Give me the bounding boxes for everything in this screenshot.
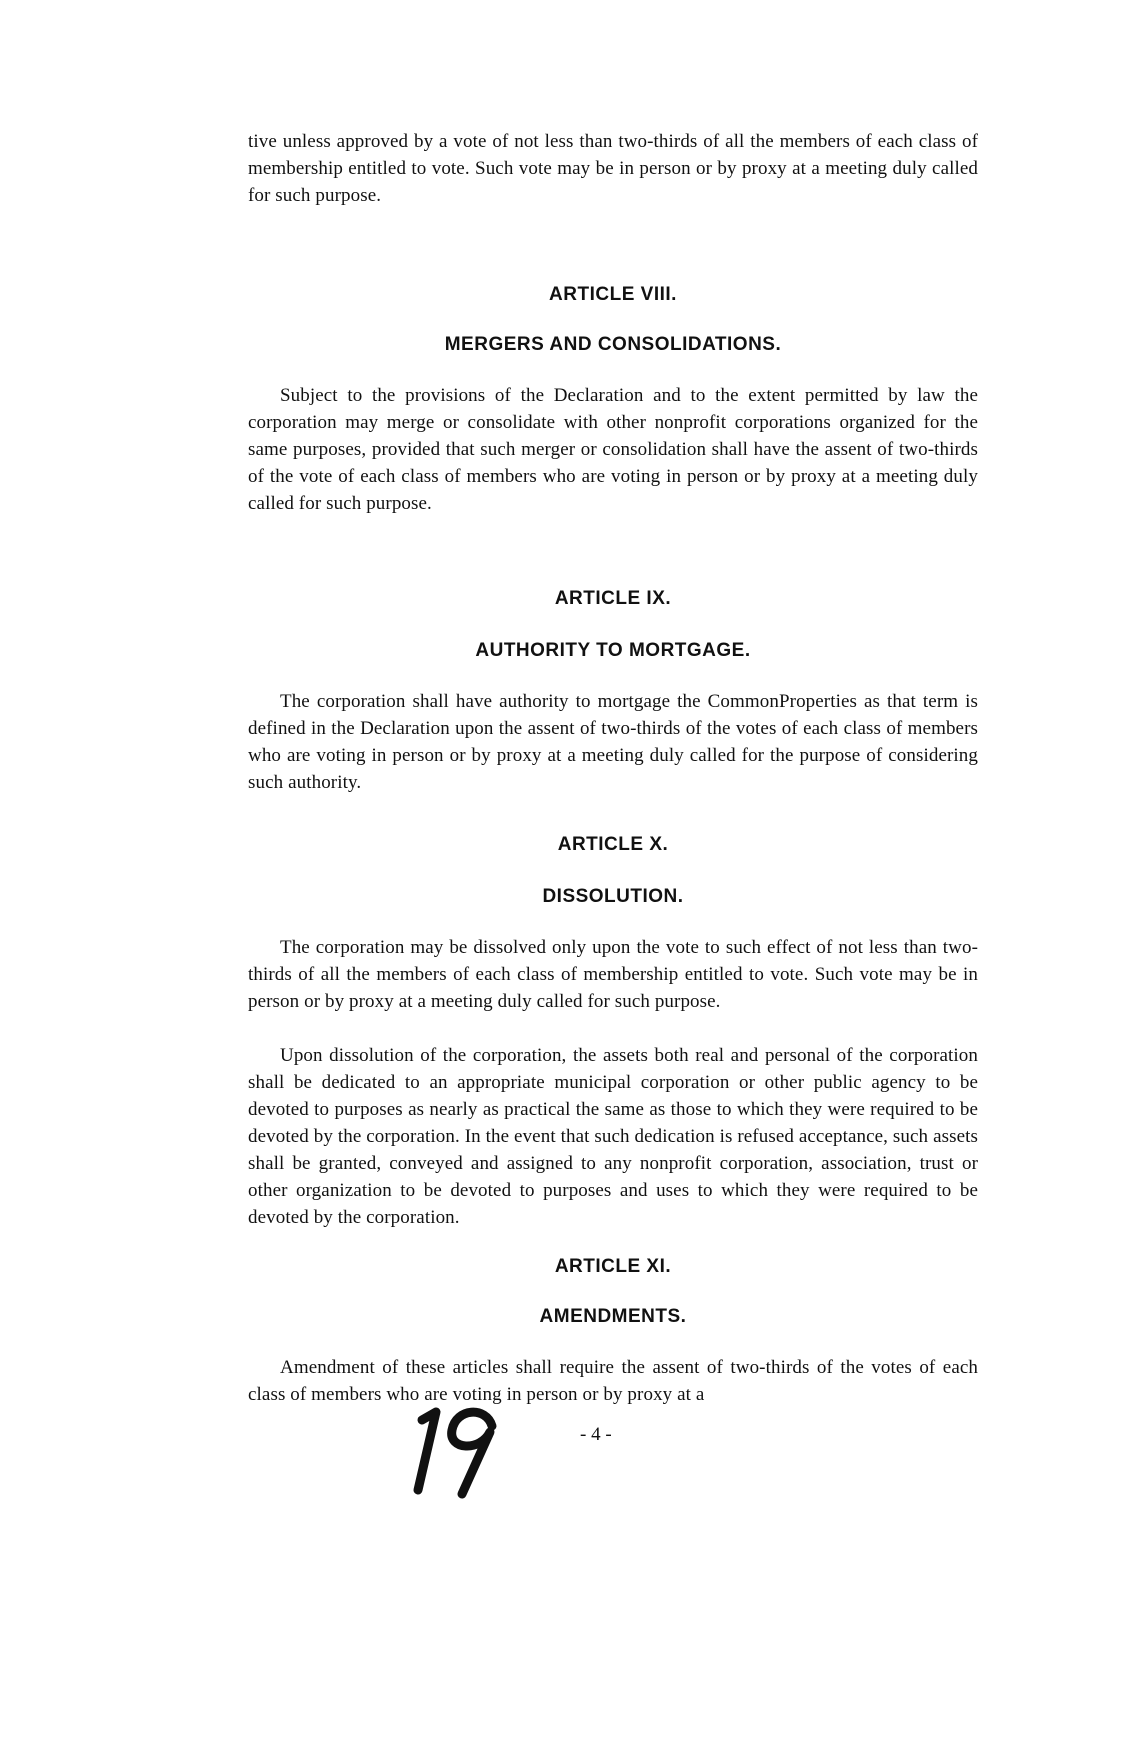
- article-ix-number: ARTICLE IX.: [554, 588, 672, 609]
- article-viii-title: MERGERS AND CONSOLIDATIONS.: [444, 334, 782, 355]
- article-xi-number: ARTICLE XI.: [554, 1256, 672, 1277]
- article-ix-title: AUTHORITY TO MORTGAGE.: [475, 640, 751, 661]
- page-number: - 4 -: [580, 1424, 612, 1445]
- article-x-body-2: Upon dissolution of the corporation, the assets both real and personal of the corporation shall be dedicated to an appropriate municipal corporation or other public agency to be devoted to purposes as nearly as practical the same as those to which they were required to be devoted by the corporation. In the event that such dedication is refused acceptance, such assets shall be granted, conveyed and assigned to any nonprofit corporation, association, trust or other organization to be devoted to purposes and uses to which they were required to be devoted by the corporation.: [248, 1045, 978, 1228]
- article-viii-body: Subject to the provisions of the Declaration and to the extent permitted by law the corporation may merge or consolidate with other nonprofit corporations organized for the same purposes, provided that such merger or consolidation shall have the assent of two-thirds of the vote of each class of members who are voting in person or by proxy at a meeting duly called for such purpose.: [248, 385, 978, 514]
- article-xi-body: Amendment of these articles shall require the assent of two-thirds of the votes of each class of members who are voting in person or by proxy at a: [248, 1357, 978, 1405]
- article-ix-body: The corporation shall have authority to mortgage the CommonProperties as that term is defined in the Declaration upon the assent of two-thirds of the votes of each class of members who are voting in person or by proxy at a meeting duly called for the purpose of considering such authority.: [248, 691, 978, 793]
- article-x-title: DISSOLUTION.: [542, 886, 684, 907]
- continuation-paragraph: tive unless approved by a vote of not less than two-thirds of all the members of each class of membership entitled to vote. Such vote may be in person or by proxy at a meeting duly called for such purpose.: [248, 131, 978, 206]
- article-x-number: ARTICLE X.: [557, 834, 669, 855]
- handwritten-page-number: [400, 1390, 510, 1500]
- article-x-body-1: The corporation may be dissolved only upon the vote to such effect of not less than two-thirds of all the members of each class of membership entitled to vote. Such vote may be in person or by proxy at a meeting duly called for such purpose.: [248, 937, 978, 1012]
- article-viii-number: ARTICLE VIII.: [549, 284, 677, 305]
- article-xi-title: AMENDMENTS.: [539, 1306, 687, 1327]
